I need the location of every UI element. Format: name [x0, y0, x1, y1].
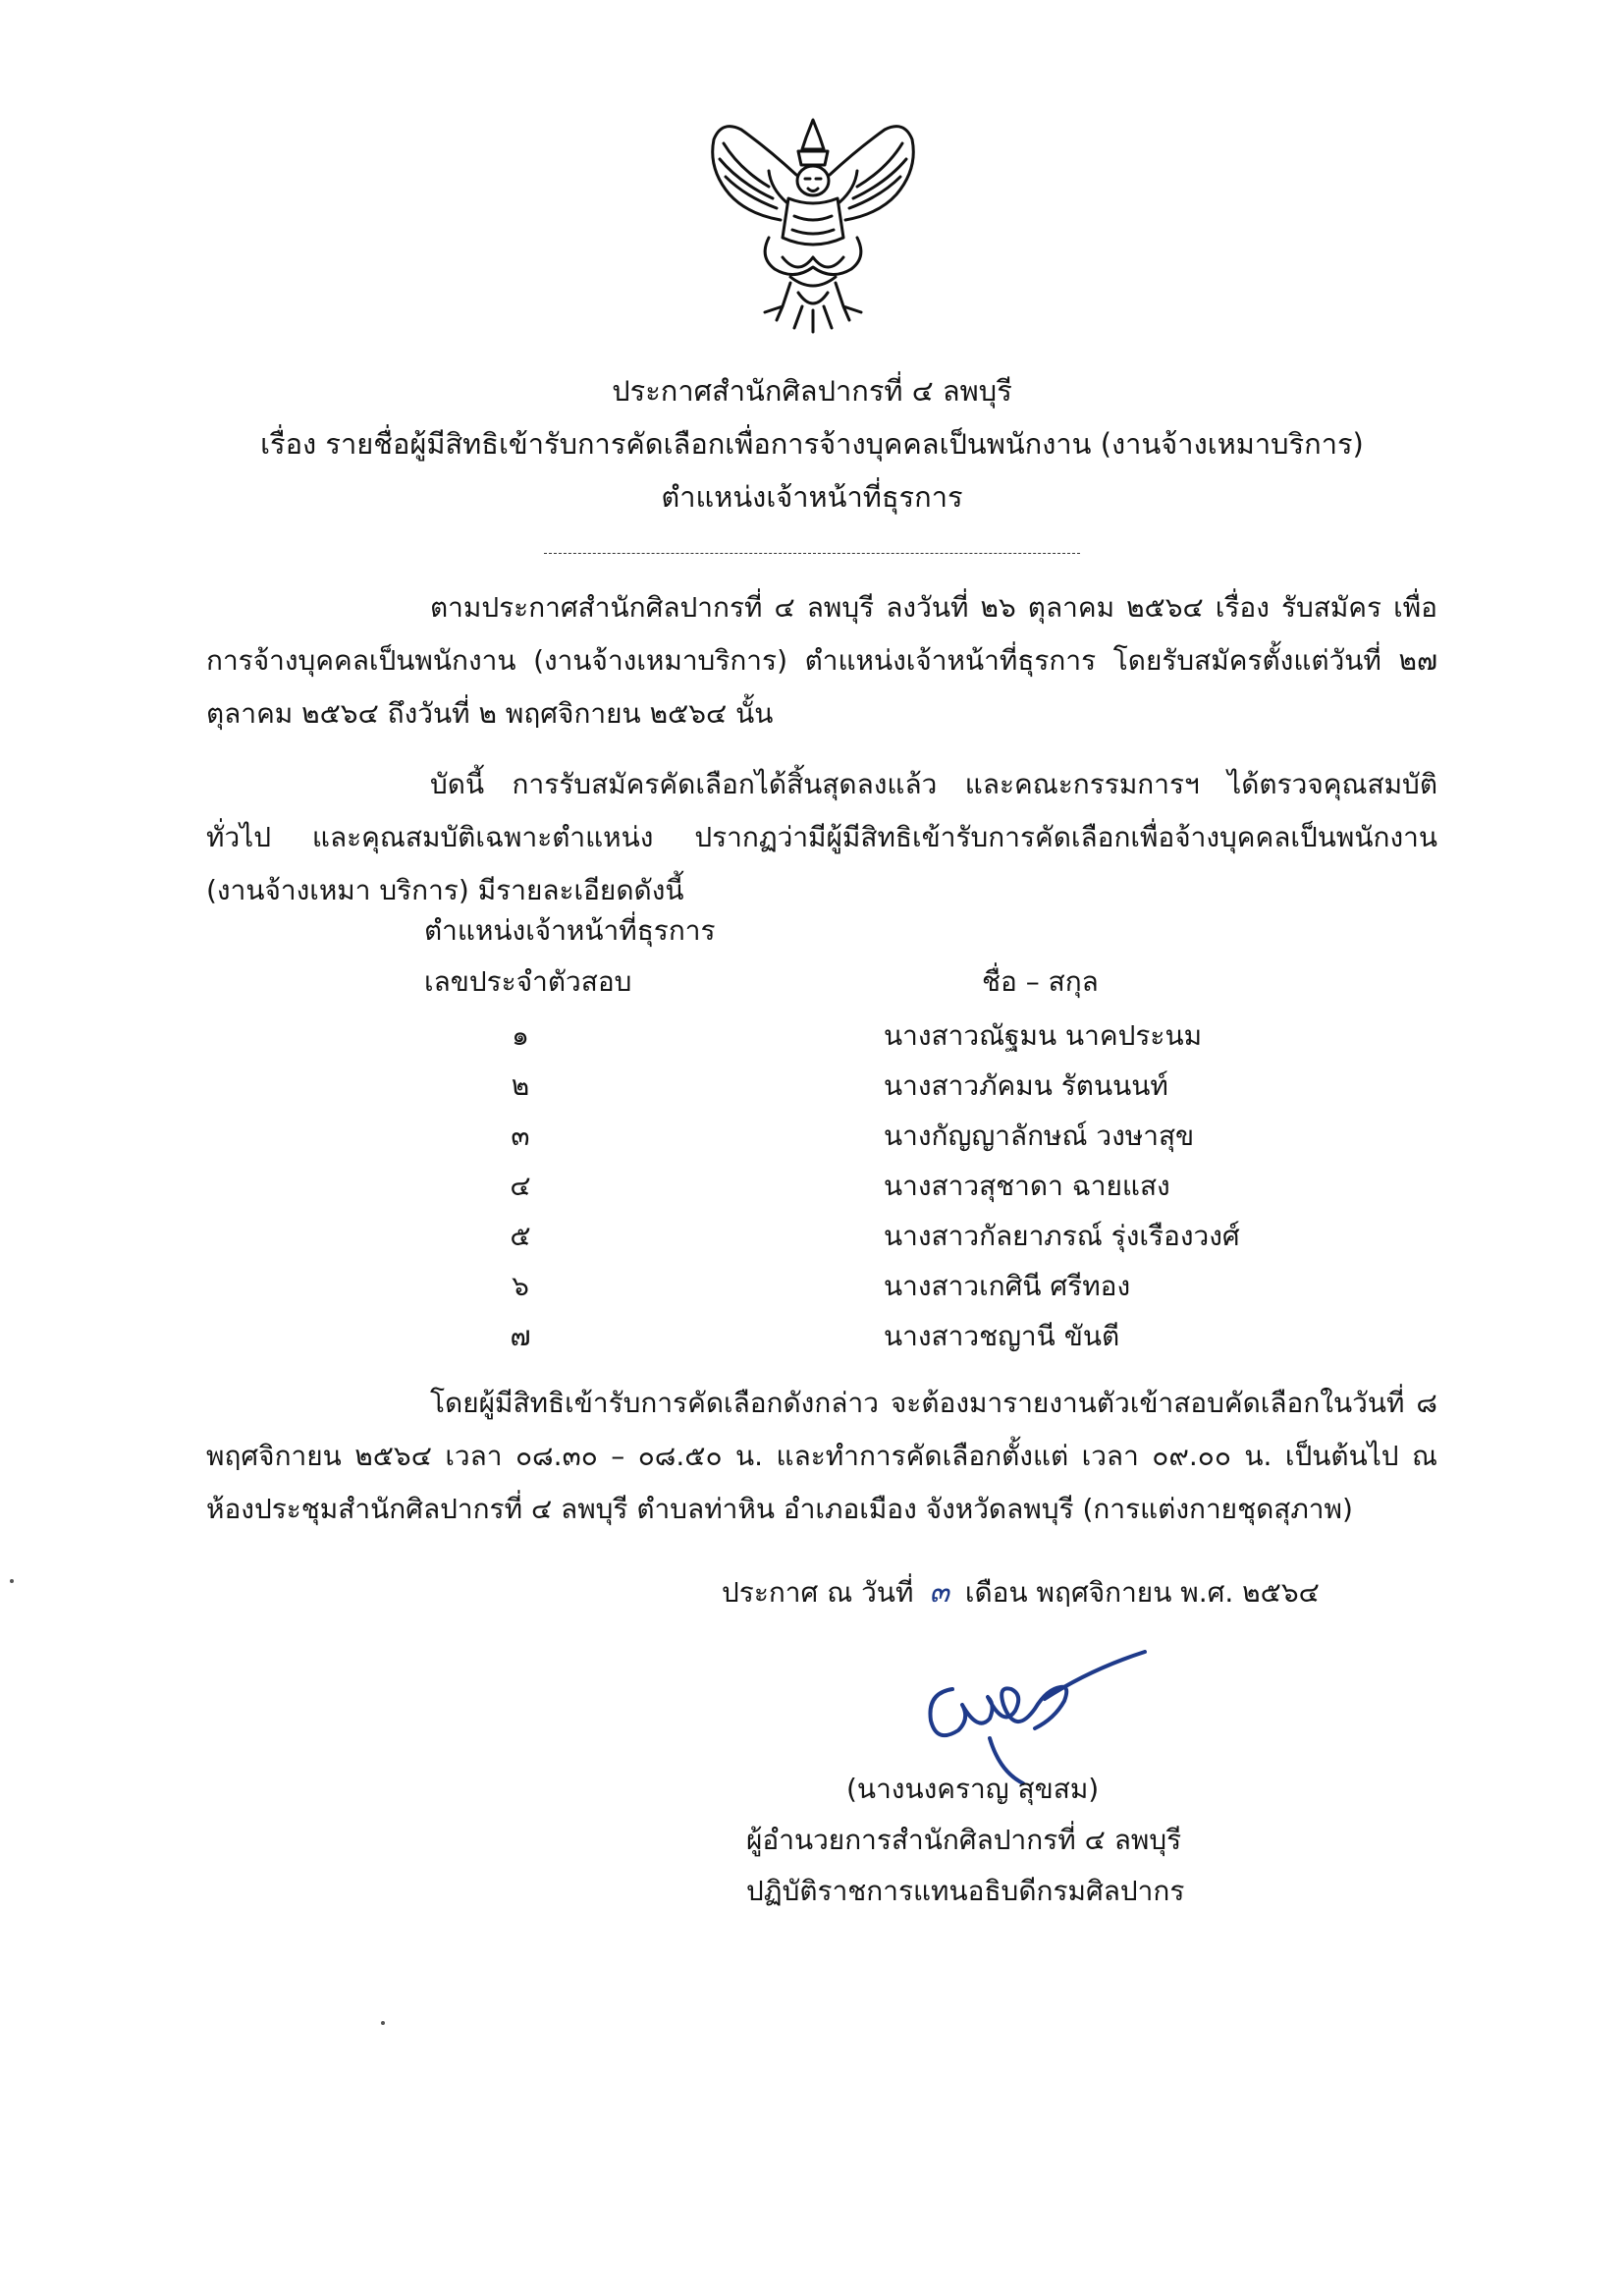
candidate-row: [0, 1162, 1624, 1211]
date-day-handwritten: ๓: [929, 1575, 949, 1610]
paragraph-reporting-instructions: โดยผู้มีสิทธิเข้ารับการคัดเลือกดังกล่าว จะต้องมารายงานตัวเข้าสอบคัดเลือกในวันที่ ๘ พฤศจิกายน ๒๕๖๔ เวลา ๐๘.๓๐ – ๐๘.๕๐ น. และทำการคัดเลือกตั้งแต่ เวลา ๐๙.๐๐ น. เป็นต้นไป ณ ห้องประชุมสำนักศิลปากรที่ ๔ ลพบุรี ตำบลท่าหิน อำเภอเมือง จังหวัดลพบุรี (การแต่งกายชุดสุภาพ): [206, 1387, 1437, 1525]
candidate-number: ๑: [512, 1019, 529, 1052]
signatory-acting-title: ปฏิบัติราชการแทนอธิบดีกรมศิลปากร: [746, 1875, 1185, 1907]
candidate-number: ๖: [512, 1270, 529, 1302]
date-prefix: ประกาศ ณ วันที่: [722, 1576, 914, 1609]
candidate-row: [0, 1262, 1624, 1311]
announcement-date: [722, 1571, 1320, 1614]
scan-speck: [10, 1579, 14, 1583]
candidate-name: นางสาวกัลยาภรณ์ รุ่งเรืองวงศ์: [884, 1220, 1240, 1252]
candidate-name: นางสาวณัฐมน นาคประนม: [884, 1019, 1203, 1052]
paragraph-reference: ตามประกาศสำนักศิลปากรที่ ๔ ลพบุรี ลงวันที่ ๒๖ ตุลาคม ๒๕๖๔ เรื่อง รับสมัคร เพื่อการจ้างบุคคลเป็นพนักงาน (งานจ้างเหมาบริการ) ตำแหน่งเจ้าหน้าที่ธุรการ โดยรับสมัครตั้งแต่วันที่ ๒๗ ตุลาคม ๒๕๖๔ ถึงวันที่ ๒ พฤศจิกายน ๒๕๖๔ นั้น: [206, 591, 1437, 730]
announcement-position: ตำแหน่งเจ้าหน้าที่ธุรการ: [661, 480, 963, 514]
candidate-row: [0, 1062, 1624, 1111]
paragraph-result: บัดนี้ การรับสมัครคัดเลือกได้สิ้นสุดลงแล้ว และคณะกรรมการฯ ได้ตรวจคุณสมบัติทั่วไป และคุณสมบัติเฉพาะตำแหน่ง ปรากฏว่ามีผู้มีสิทธิเข้ารับการคัดเลือกเพื่อจ้างบุคคลเป็นพนักงาน (งานจ้างเหมา บริการ) มีรายละเอียดดังนี้: [206, 768, 1437, 906]
candidate-name: นางสาวภัคมน รัตนนนท์: [884, 1069, 1168, 1102]
candidate-name: นางสาวชญานี ขันตี: [884, 1320, 1120, 1352]
candidate-number: ๕: [510, 1220, 531, 1252]
candidate-row: [0, 1312, 1624, 1361]
candidate-number: ๔: [510, 1170, 531, 1202]
garuda-emblem-icon: [700, 110, 926, 338]
separator-rule: [544, 553, 1080, 554]
candidate-number: ๗: [510, 1320, 531, 1352]
signatory-name: (นางนงคราญ สุขสม): [846, 1773, 1100, 1805]
candidate-name: นางสาวเกศินี ศรีทอง: [884, 1270, 1131, 1302]
column-header-name: ชื่อ – สกุล: [982, 965, 1099, 998]
candidate-number: ๒: [511, 1069, 530, 1102]
scan-speck: [381, 2021, 385, 2025]
candidate-number: ๓: [511, 1120, 530, 1152]
announcement-title: ประกาศสำนักศิลปากรที่ ๔ ลพบุรี: [612, 374, 1012, 408]
signatory-title: ผู้อำนวยการสำนักศิลปากรที่ ๔ ลพบุรี: [746, 1824, 1182, 1856]
announcement-subject: เรื่อง รายชื่อผู้มีสิทธิเข้ารับการคัดเลือกเพื่อการจ้างบุคคลเป็นพนักงาน (งานจ้างเหมาบริการ): [260, 427, 1364, 461]
candidate-row: [0, 1212, 1624, 1261]
candidate-row: [0, 1112, 1624, 1161]
candidate-name: นางกัญญาลักษณ์ วงษาสุข: [884, 1120, 1195, 1152]
date-month-year: เดือน พฤศจิกายน พ.ศ. ๒๕๖๔: [964, 1576, 1320, 1609]
candidate-row: [0, 1011, 1624, 1061]
signature-image: [913, 1650, 1159, 1787]
list-position-label: ตำแหน่งเจ้าหน้าที่ธุรการ: [424, 914, 716, 947]
candidate-name: นางสาวสุชาดา ฉายแสง: [884, 1170, 1170, 1202]
column-header-number: เลขประจำตัวสอบ: [424, 965, 632, 998]
